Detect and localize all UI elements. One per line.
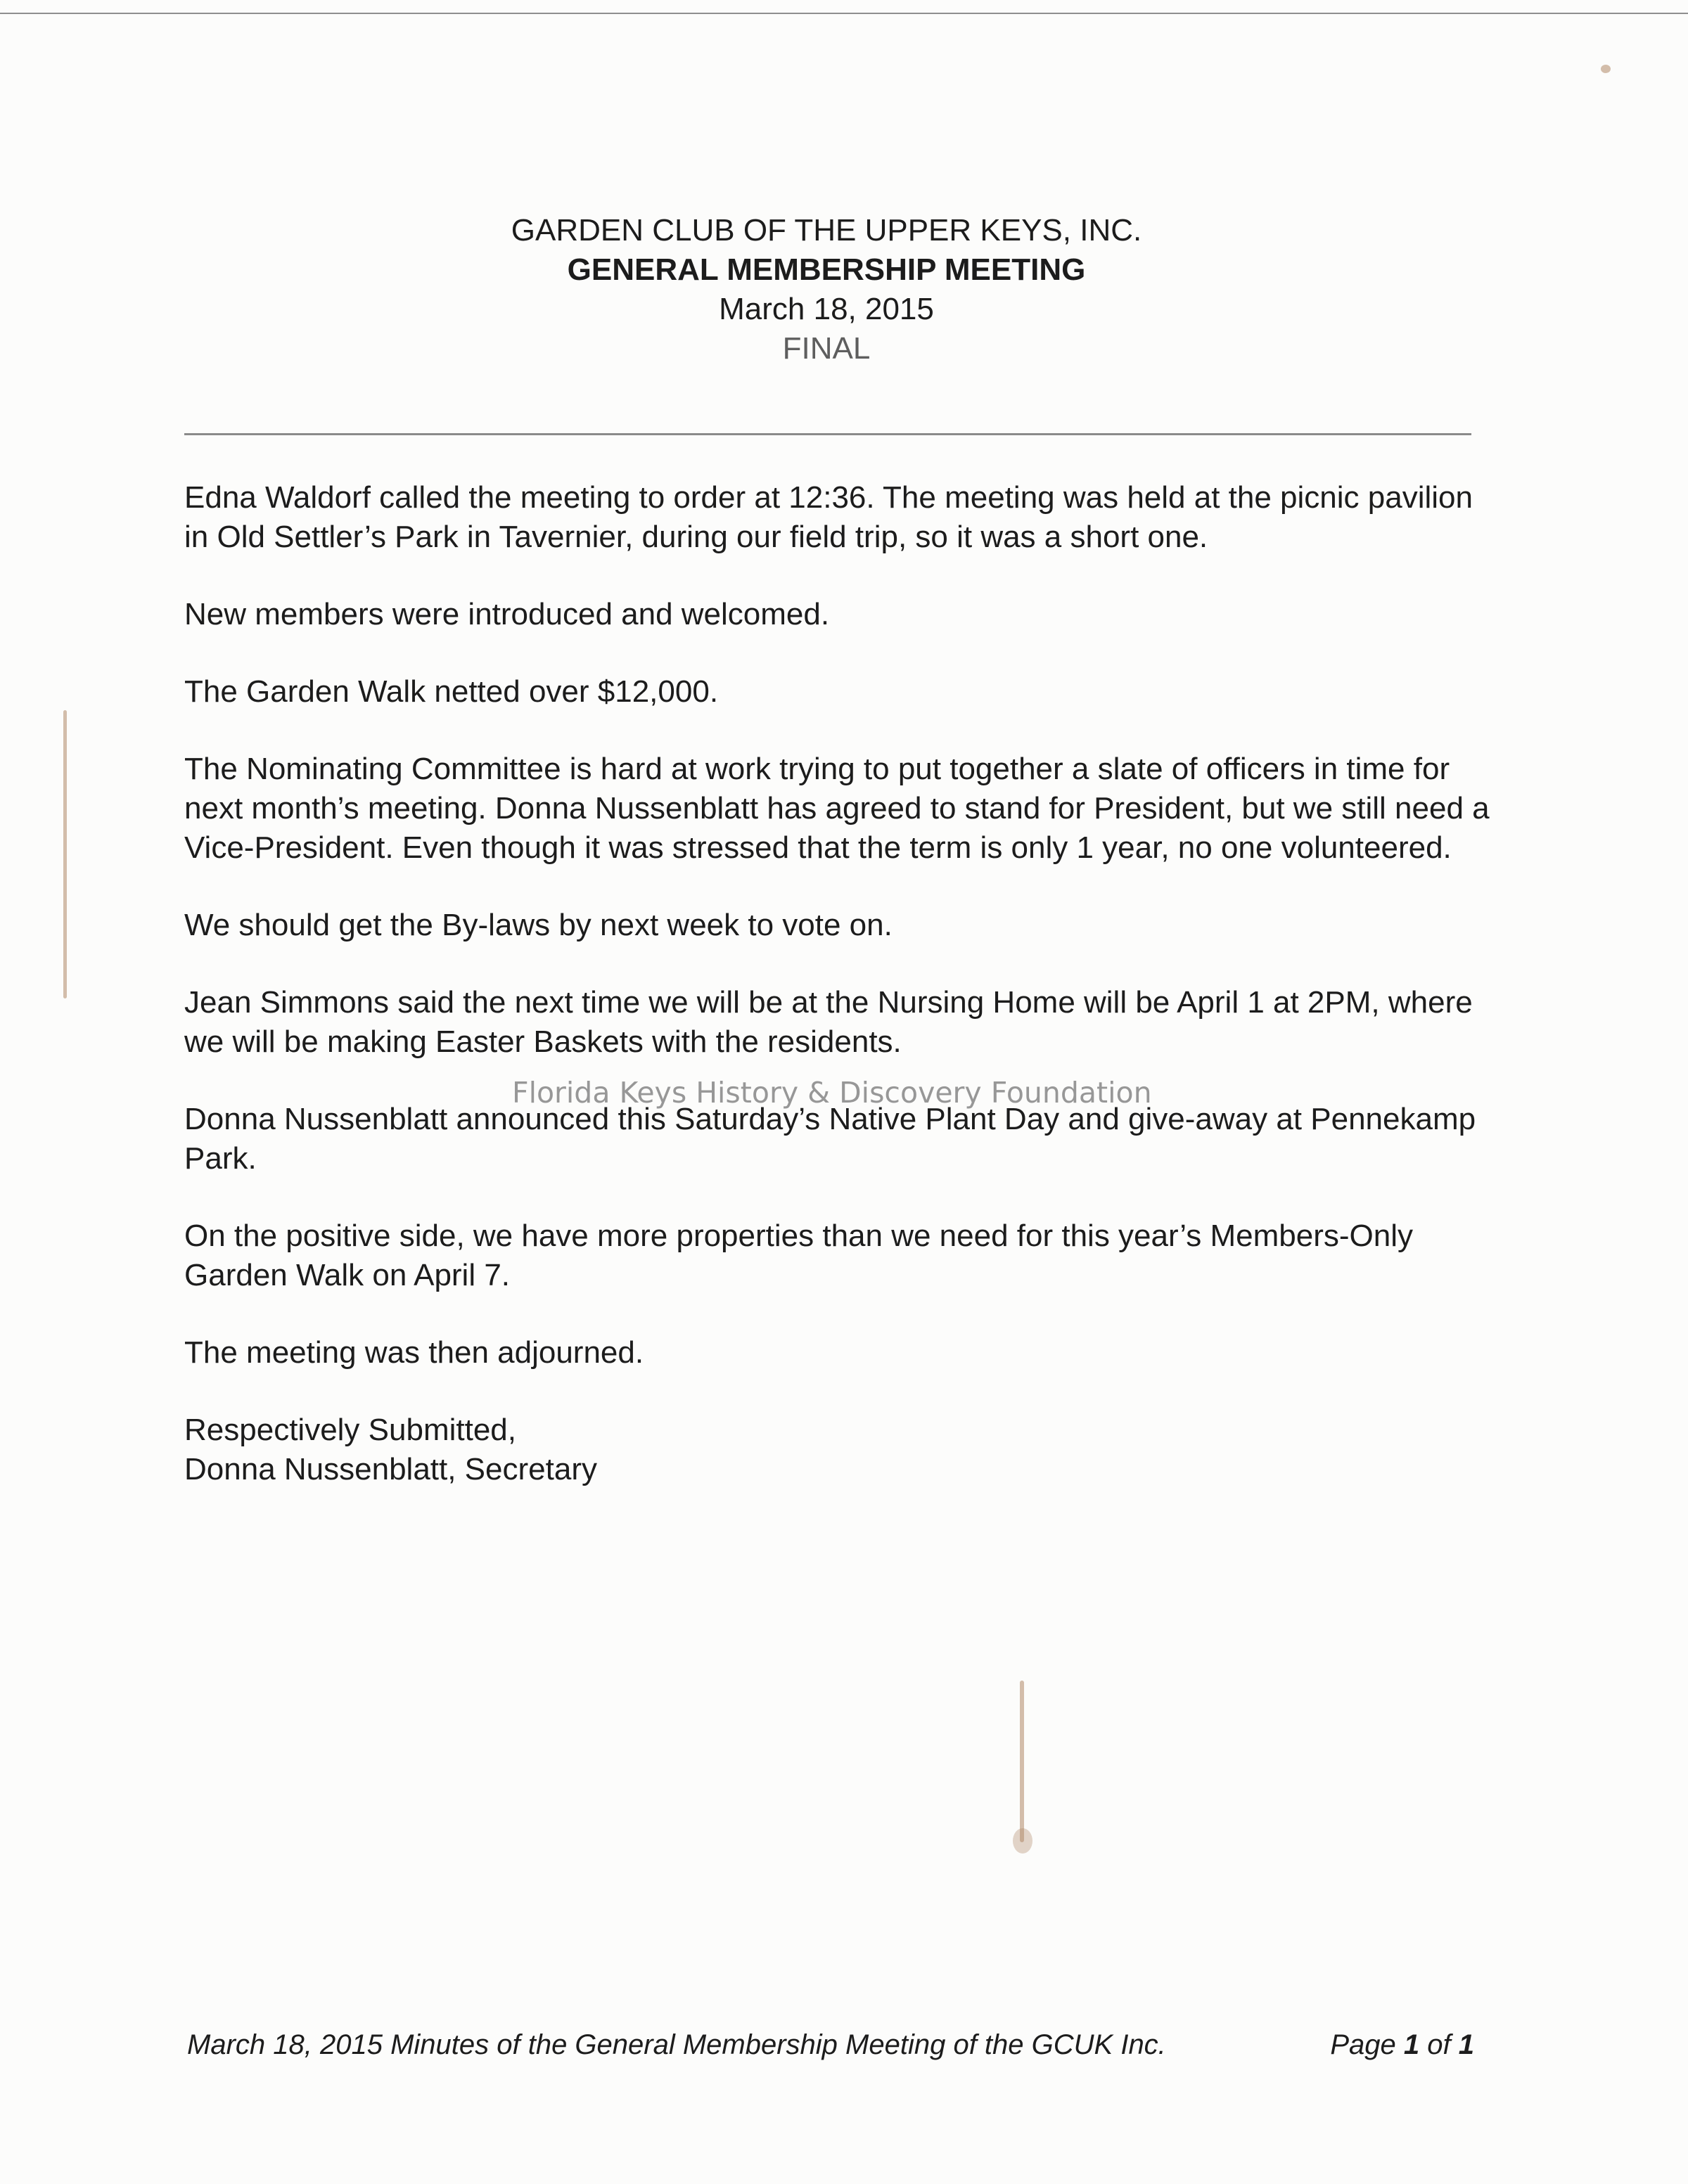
paragraph-adjourned: The meeting was then adjourned. xyxy=(184,1335,644,1370)
stain-drop-bottom xyxy=(1013,1828,1032,1854)
paragraph-garden-walk: The Garden Walk netted over $12,000. xyxy=(184,674,719,709)
document-status: FINAL xyxy=(782,331,871,366)
paragraph-members-only-walk: On the positive side, we have more properties than we need for this year’s Members-Only Garden Walk on April 7. xyxy=(184,1219,1413,1292)
scan-top-edge xyxy=(0,13,1688,14)
stain-dot-top-right xyxy=(1601,65,1611,73)
page-total: 1 xyxy=(1458,2029,1474,2060)
meeting-type: GENERAL MEMBERSHIP MEETING xyxy=(567,252,1086,287)
organization-name: GARDEN CLUB OF THE UPPER KEYS, INC. xyxy=(511,213,1142,248)
page-of: of xyxy=(1427,2029,1451,2060)
header-divider xyxy=(184,433,1471,435)
paragraph-nursing-home: Jean Simmons said the next time we will be at the Nursing Home will be April 1 at 2PM, where we will be making Easter Baskets with the residents. xyxy=(184,985,1473,1059)
meeting-date: March 18, 2015 xyxy=(719,292,934,326)
paragraph-call-to-order: Edna Waldorf called the meeting to order at 12:36. The meeting was held at the picnic pavilion in Old Settler’s Park in Tavernier, during our field trip, so it was a short one. xyxy=(184,480,1473,554)
stain-mark-bottom xyxy=(1020,1681,1024,1842)
page-label: Page xyxy=(1330,2029,1396,2060)
document-header xyxy=(0,211,1653,368)
page-number xyxy=(1330,2029,1474,2061)
page-current: 1 xyxy=(1403,2029,1420,2060)
stain-mark-left xyxy=(63,710,67,998)
footer-caption: March 18, 2015 Minutes of the General Membership Meeting of the GCUK Inc. xyxy=(187,2029,1166,2060)
paragraph-new-members: New members were introduced and welcomed. xyxy=(184,597,830,631)
signature-closing: Respectively Submitted, xyxy=(184,1413,516,1447)
paragraph-nominating-committee: The Nominating Committee is hard at work trying to put together a slate of officers in time for next month’s meeting. Donna Nussenblatt has agreed to stand for President, but we still need a Vice-President. Even though it was stressed that the term is only 1 year, no one volunteered. xyxy=(184,752,1490,865)
paragraph-native-plant-day: Donna Nussenblatt announced this Saturday’s Native Plant Day and give-away at Pennekamp Park. xyxy=(184,1102,1476,1176)
paragraph-bylaws: We should get the By-laws by next week to vote on. xyxy=(184,908,893,942)
minutes-body xyxy=(184,478,1492,1489)
watermark: Florida Keys History & Discovery Foundation xyxy=(512,1076,1152,1110)
signature-name: Donna Nussenblatt, Secretary xyxy=(184,1452,597,1486)
signature-block xyxy=(184,1411,1492,1489)
